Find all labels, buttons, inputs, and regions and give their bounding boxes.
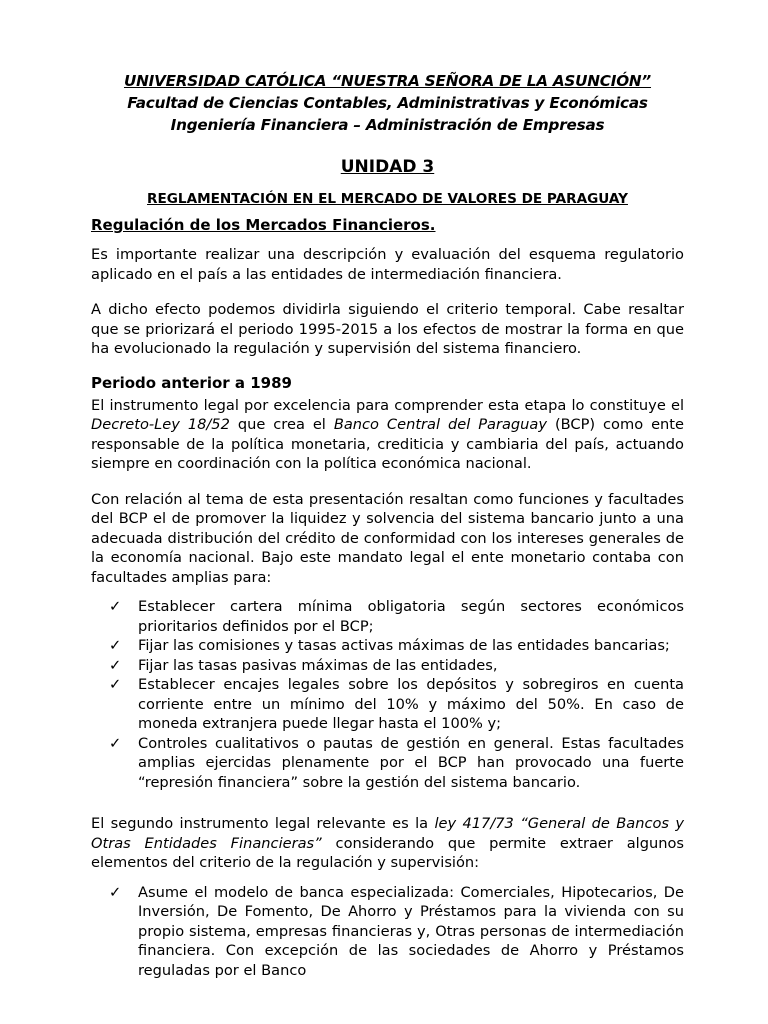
paragraph-3: El instrumento legal por excelencia para comprender esta etapa lo constituye el Decreto-Ley 18/52 que crea el Banco Central del Paraguay (BCP) como ente responsable de la política monetaria, crediticia y cambiaria del país, actuando siempre en coordinación con la política económica nacional. — [91, 396, 684, 472]
check-icon: ✓ — [109, 883, 122, 901]
law-elements-list — [91, 883, 684, 981]
unit-title: UNIDAD 3 — [340, 157, 435, 177]
faculty-name: Facultad de Ciencias Contables, Administrativas y Económicas — [127, 94, 648, 112]
university-name: UNIVERSIDAD CATÓLICA “NUESTRA SEÑORA DE LA ASUNCIÓN” — [123, 72, 652, 90]
decree-reference: Decreto-Ley 18/52 — [91, 416, 230, 433]
paragraph-5: El segundo instrumento legal relevante es la ley 417/73 “General de Bancos y Otras Entidades Financieras” considerando que permite extraer algunos elementos del criterio de la regulación y supervisión: — [91, 815, 685, 871]
list-item: ✓ Establecer encajes legales sobre los depósitos y sobregiros en cuenta corriente entre un mínimo del 10% y máximo del 50%. En caso de moneda extranjera puede llegar hasta el 100% y; — [109, 676, 684, 732]
powers-list — [91, 597, 684, 792]
check-icon: ✓ — [109, 656, 122, 674]
check-icon: ✓ — [109, 676, 122, 693]
paragraph-2: A dicho efecto podemos dividirla siguiendo el criterio temporal. Cabe resaltar que se priorizará el periodo 1995-2015 a los efectos de mostrar la forma en que ha evolucionado la regulación y supervisión del sistema financiero. — [91, 301, 684, 357]
section-title: Regulación de los Mercados Financieros. — [91, 216, 436, 234]
check-icon: ✓ — [109, 598, 122, 615]
list-item: ✓ Establecer cartera mínima obligatoria según sectores económicos prioritarios definidos por el BCP; — [109, 598, 684, 635]
list-item: ✓ Asume el modelo de banca especializada: Comerciales, Hipotecarios, De Inversión, De Fomento, De Ahorro y Préstamos para la vivienda con su propio sistema, empresas financieras y, Otras personas de intermediación financiera. Con excepción de las sociedades de Ahorro y Préstamos reguladas por el Banco — [109, 883, 684, 979]
law-reference: ley 417/73 “General de Bancos y Otras Entidades Financieras” — [91, 815, 685, 852]
list-item: ✓ Fijar las tasas pasivas máximas de las entidades, — [109, 656, 498, 674]
document-subtitle: REGLAMENTACIÓN EN EL MERCADO DE VALORES DE PARAGUAY — [147, 191, 628, 207]
paragraph-1: Es importante realizar una descripción y evaluación del esquema regulatorio aplicado en el país a las entidades de intermediación financiera. — [91, 246, 684, 283]
central-bank-name: Banco Central del Paraguay — [333, 416, 548, 433]
check-icon: ✓ — [109, 734, 122, 752]
check-icon: ✓ — [109, 637, 122, 654]
list-item: ✓ Fijar las comisiones y tasas activas máximas de las entidades bancarias; — [109, 637, 670, 654]
paragraph-4: Con relación al tema de esta presentación resaltan como funciones y facultades del BCP el de promover la liquidez y solvencia del sistema bancario junto a una adecuada distribución del crédito de conformidad con los intereses generales de la economía nacional. Bajo este mandato legal el ente monetario contaba con facultades amplias para: — [91, 490, 684, 586]
program-name: Ingeniería Financiera – Administración de Empresas — [170, 116, 605, 134]
list-item: ✓ Controles cualitativos o pautas de gestión en general. Estas facultades amplias ejercidas plenamente por el BCP han provocado una fuerte “represión financiera” sobre la gestión del sistema bancario. — [109, 734, 684, 791]
period-heading: Periodo anterior a 1989 — [91, 373, 292, 392]
